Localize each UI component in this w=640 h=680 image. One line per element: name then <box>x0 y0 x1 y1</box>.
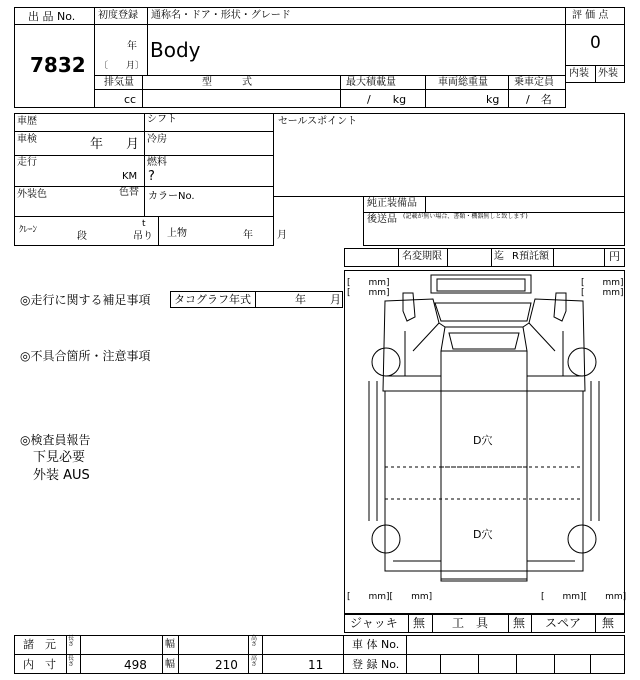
tools-label: 工 具 <box>452 616 489 630</box>
mm-top-left: [ mm] <box>347 278 390 288</box>
tacho-month: 月 <box>330 293 341 306</box>
deadline-unit: 迄 <box>494 251 504 262</box>
max-load-value: / kg <box>367 93 407 106</box>
mm-top-right: [ mm] <box>581 278 624 288</box>
score-label: 評 価 点 <box>572 10 609 21</box>
displacement-unit: cc <box>124 93 137 106</box>
year-label: 年 <box>127 41 137 52</box>
deposit-label: R預託額 <box>512 251 549 262</box>
vehicle-diagram <box>344 270 625 614</box>
inspection-month: 月 <box>126 137 140 152</box>
inner-length: 498 <box>124 658 147 672</box>
jack-value: 無 <box>413 616 426 630</box>
inner-height: 11 <box>308 658 324 672</box>
mm-bottom-right: [ mm][ mm] <box>541 592 627 602</box>
tacho-label: タコグラフ年式 <box>174 293 251 306</box>
shift-label: シフト <box>147 114 177 125</box>
inspector-line1: 下見必要 <box>33 450 86 465</box>
inspector-line2: 外装 AUS <box>33 468 90 483</box>
displacement-label: 排気量 <box>104 77 134 88</box>
transfer-box <box>344 248 625 267</box>
jack-label: ジャッキ <box>350 616 398 630</box>
gross-weight-unit: kg <box>486 93 500 106</box>
crane-label: ｸﾚｰﾝ <box>19 225 38 235</box>
tools-value: 無 <box>513 616 526 630</box>
first-reg-label: 初度登録 <box>98 10 138 21</box>
max-load-label: 最大積載量 <box>346 77 396 88</box>
model-type-label: 型 式 <box>202 77 252 88</box>
color-no-label: カラーNo. <box>148 191 195 202</box>
mileage-label: 走行 <box>17 157 37 168</box>
capacity-value: / 名 <box>526 93 552 106</box>
color-change-label: 色替 <box>119 187 139 198</box>
aftermarket-note: (記載が無い場合、書類・機器無しと致します) <box>403 213 528 220</box>
height-label-1: 高さ <box>251 635 258 648</box>
reg-label: 登 録 No. <box>352 658 400 671</box>
history-label: 車歴 <box>17 116 37 127</box>
crane-steps: 段 <box>77 231 87 242</box>
spec-label: 諸 元 <box>23 638 56 651</box>
length-label-2: 長さ <box>68 655 75 668</box>
deadline-label: 名変期限 <box>402 251 442 262</box>
month-label: 〔 月〕 <box>99 61 145 71</box>
fuel-value: ? <box>148 169 155 184</box>
inspection-label: 車検 <box>17 134 37 145</box>
inspector-label: ◎検査員報告 <box>20 433 91 447</box>
aftermarket-label: 後送品 <box>367 214 397 225</box>
mm-top-right-2: [ mm] <box>581 288 624 298</box>
inspection-year: 年 <box>90 137 104 152</box>
crane-tons-top: t <box>142 219 146 229</box>
top-month: 月 <box>277 230 287 241</box>
score-value: 0 <box>590 33 601 53</box>
interior-label: 内装 <box>569 68 589 79</box>
crane-tons: 吊り <box>133 231 153 242</box>
mark-front: D穴 <box>473 434 493 447</box>
mm-top-left-2: [ mm] <box>347 288 390 298</box>
width-label-2: 幅 <box>165 659 175 670</box>
spare-label: スペア <box>545 616 582 630</box>
top-label: 上物 <box>167 228 187 239</box>
model-name: Body <box>150 38 201 62</box>
capacity-label: 乗車定員 <box>514 77 554 88</box>
tacho-year: 年 <box>295 293 306 306</box>
width-label-1: 幅 <box>165 639 175 650</box>
spare-value: 無 <box>602 616 615 630</box>
genuine-equipment-label: 純正装備品 <box>367 198 417 209</box>
ac-label: 冷房 <box>147 134 167 145</box>
mm-bottom-left: [ mm][ mm] <box>347 592 433 602</box>
lot-number: 7832 <box>30 53 86 77</box>
lot-label: 出 品 No. <box>28 10 76 23</box>
mark-rear: D穴 <box>473 528 493 541</box>
defects-label: ◎不具合箇所・注意事項 <box>20 349 151 363</box>
fuel-label: 燃料 <box>147 157 167 168</box>
chassis-label: 車 体 No. <box>352 638 400 651</box>
inner-label: 内 寸 <box>23 658 56 671</box>
running-label: ◎走行に関する補足事項 <box>20 293 151 307</box>
sales-point-label: セールスポイント <box>278 116 358 127</box>
height-label-2: 高さ <box>251 655 258 668</box>
mileage-unit: KM <box>122 171 138 182</box>
name-label: 通称名・ドア・形状・グレード <box>151 10 291 21</box>
top-year: 年 <box>243 230 253 241</box>
exterior-label: 外装 <box>598 68 618 79</box>
gross-weight-label: 車両総重量 <box>438 77 488 88</box>
deposit-unit: 円 <box>609 250 620 263</box>
color-label: 外装色 <box>17 189 47 200</box>
inner-width: 210 <box>215 658 238 672</box>
length-label-1: 長さ <box>68 635 75 648</box>
